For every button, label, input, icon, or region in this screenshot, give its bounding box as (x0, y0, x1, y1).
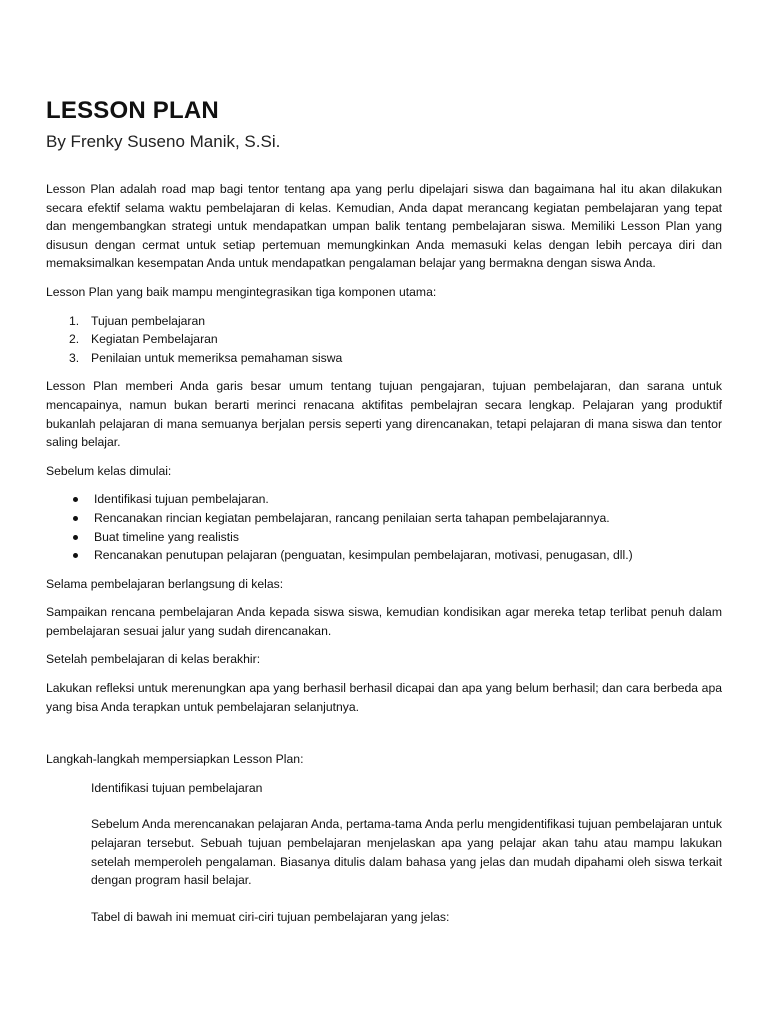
list-item (46, 528, 722, 547)
step1-paragraph: Sebelum Anda merencanakan pelajaran Anda, pertama-tama Anda perlu mengidentifikasi tujuan pembelajaran untuk pelajaran tersebut. Sebuah tujuan pembelajaran menjelaskan apa yang pelajar akan tahu atau mampu lakukan setelah memperoleh pengalaman. Biasanya ditulis dalam bahasa yang jelas dan mudah dipahami oleh siswa terkait dengan program hasil belajar. (91, 817, 722, 888)
list-item-text: Buat timeline yang realistis (94, 529, 239, 544)
list-item (46, 490, 722, 509)
after-heading: Setelah pembelajaran di kelas berakhir: (46, 652, 261, 667)
steps-heading: Langkah-langkah mempersiapkan Lesson Plan: (46, 752, 304, 767)
bullet-icon (73, 516, 78, 521)
before-list (46, 490, 722, 564)
document-content (46, 96, 722, 926)
during-paragraph: Sampaikan rencana pembelajaran Anda kepada siswa siswa, kemudian kondisikan agar mereka tetap terlibat penuh dalam pembelajaran sesuai jalur yang sudah direncanakan. (46, 605, 722, 638)
bullet-icon (73, 553, 78, 558)
table-intro: Tabel di bawah ini memuat ciri-ciri tujuan pembelajaran yang jelas: (91, 909, 450, 924)
list-item (46, 349, 722, 368)
document-author: By Frenky Suseno Manik, S.Si. (46, 132, 281, 151)
list-item-text: Rencanakan rincian kegiatan pembelajaran, rancang penilaian serta tahapan pembelajarannya. (94, 510, 610, 525)
bullet-icon (73, 497, 78, 502)
list-number: 1. (69, 313, 80, 328)
list-item-text: Tujuan pembelajaran (91, 313, 206, 328)
components-intro: Lesson Plan yang baik mampu mengintegrasikan tiga komponen utama: (46, 284, 437, 299)
list-item-text: Penilaian untuk memeriksa pemahaman siswa (91, 350, 343, 365)
intro-paragraph: Lesson Plan adalah road map bagi tentor tentang apa yang perlu dipelajari siswa dan bagaimana hal itu akan dilakukan secara efektif selama waktu pembelajaran di kelas. Kemudian, Anda dapat merancang kegiatan pembelajaran yang tepat dan mengembangkan strategi untuk mendapatkan umpan balik tentang pembelajaran siswa. Memiliki Lesson Plan yang disusun dengan cermat untuk setiap pertemuan memungkinkan Anda memasuki kelas dengan lebih percaya diri dan memaksimalkan kesempatan Anda untuk mendapatkan pengalaman belajar yang bermakna dengan siswa Anda. (46, 182, 722, 271)
list-item (46, 509, 722, 528)
list-item-text: Kegiatan Pembelajaran (91, 332, 218, 347)
bullet-icon (73, 535, 78, 540)
components-list (46, 312, 722, 368)
list-number: 3. (69, 350, 80, 365)
step1-title: Identifikasi tujuan pembelajaran (91, 780, 263, 795)
list-item (46, 546, 722, 565)
document-title: LESSON PLAN (46, 97, 219, 124)
list-item-text: Identifikasi tujuan pembelajaran. (94, 492, 269, 507)
list-number: 2. (69, 332, 80, 347)
after-paragraph: Lakukan refleksi untuk merenungkan apa yang berhasil berhasil dicapai dan apa yang belum berhasil; dan cara berbeda apa yang bisa Anda terapkan untuk pembelajaran selanjutnya. (46, 681, 722, 714)
list-item-text: Rencanakan penutupan pelajaran (penguatan, kesimpulan pembelajaran, motivasi, penugasan, dll.) (94, 548, 633, 563)
during-heading: Selama pembelajaran berlangsung di kelas: (46, 576, 284, 591)
before-heading: Sebelum kelas dimulai: (46, 463, 172, 478)
overview-paragraph: Lesson Plan memberi Anda garis besar umum tentang tujuan pengajaran, tujuan pembelajaran, dan sarana untuk mencapainya, namun bukan berarti merinci renacana aktifitas pembelajran secara lengkap. Pelajaran yang produktif bukanlah pelajaran di mana semuanya berjalan persis seperti yang direncanakan, tetapi pelajaran di mana siswa dan tentor saling belajar. (46, 379, 722, 450)
list-item (46, 330, 722, 349)
list-item (46, 312, 722, 331)
